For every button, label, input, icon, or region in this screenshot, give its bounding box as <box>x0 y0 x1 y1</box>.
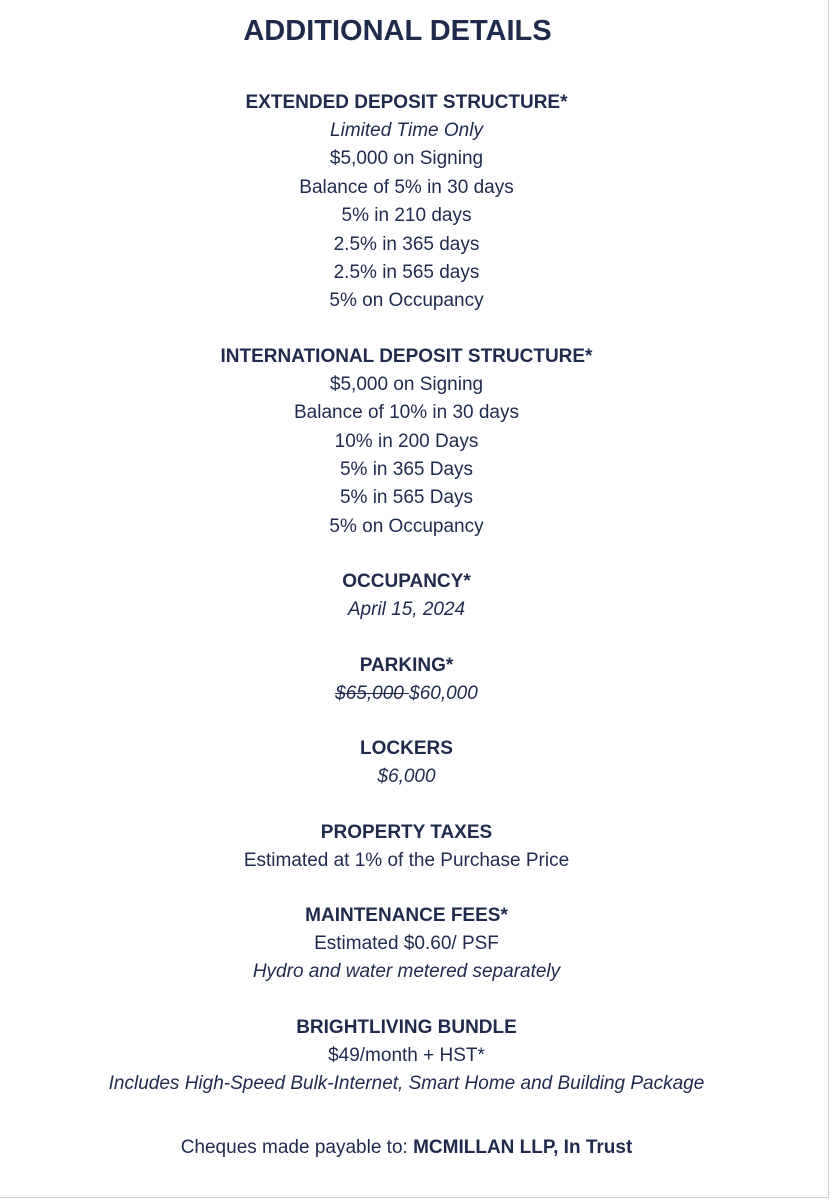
property-taxes-section <box>0 818 813 875</box>
international-deposit-section <box>0 342 813 541</box>
page-title: ADDITIONAL DETAILS <box>243 15 552 47</box>
maintenance-value: Estimated $0.60/ PSF <box>314 932 499 954</box>
parking-new-price: $60,000 <box>409 682 478 704</box>
maintenance-note: Hydro and water metered separately <box>252 961 561 983</box>
extended-deposit-heading: EXTENDED DEPOSIT STRUCTURE* <box>245 92 568 113</box>
international-deposit-item: 5% in 365 Days <box>339 459 474 481</box>
extended-deposit-section <box>0 88 813 316</box>
maintenance-section <box>0 901 813 987</box>
international-deposit-item: $5,000 on Signing <box>329 373 484 395</box>
cheque-payable-note <box>0 1134 813 1162</box>
extended-deposit-item: 5% in 210 days <box>341 205 472 227</box>
international-deposit-item: 5% in 565 Days <box>339 487 474 509</box>
parking-section <box>0 651 813 708</box>
details-sections <box>0 88 813 1125</box>
property-taxes-heading: PROPERTY TAXES <box>320 821 493 843</box>
occupancy-section <box>0 567 813 624</box>
international-deposit-item: Balance of 10% in 30 days <box>294 402 519 424</box>
extended-deposit-item: Balance of 5% in 30 days <box>299 176 514 198</box>
bundle-price: $49/month + HST* <box>328 1044 485 1066</box>
extended-deposit-item: 5% on Occupancy <box>329 290 484 312</box>
bundle-note: Includes High-Speed Bulk-Internet, Smart Home and Building Package <box>108 1073 705 1095</box>
extended-deposit-item: 2.5% in 365 days <box>333 233 480 255</box>
extended-deposit-item: 2.5% in 565 days <box>333 262 480 284</box>
lockers-heading: LOCKERS <box>360 738 453 760</box>
property-taxes-value: Estimated at 1% of the Purchase Price <box>243 849 570 871</box>
parking-old-price: $65,000 <box>335 682 410 704</box>
bundle-section <box>0 1013 813 1099</box>
occupancy-date: April 15, 2024 <box>347 599 466 621</box>
cheque-prefix: Cheques made payable to: <box>180 1137 414 1158</box>
international-deposit-item: 5% on Occupancy <box>329 515 484 537</box>
cheque-payee: MCMILLAN LLP, In Trust <box>413 1137 633 1158</box>
occupancy-heading: OCCUPANCY* <box>342 571 471 593</box>
international-deposit-item: 10% in 200 Days <box>334 430 479 452</box>
parking-heading: PARKING* <box>359 654 454 676</box>
bundle-heading: BRIGHTLIVING BUNDLE <box>296 1016 517 1038</box>
maintenance-heading: MAINTENANCE FEES* <box>305 904 508 926</box>
international-deposit-heading: INTERNATIONAL DEPOSIT STRUCTURE* <box>220 345 593 367</box>
extended-deposit-item: $5,000 on Signing <box>329 148 484 170</box>
lockers-section <box>0 734 813 791</box>
parking-price <box>0 680 813 708</box>
extended-deposit-note: Limited Time Only <box>330 120 483 141</box>
lockers-price: $6,000 <box>377 766 436 788</box>
